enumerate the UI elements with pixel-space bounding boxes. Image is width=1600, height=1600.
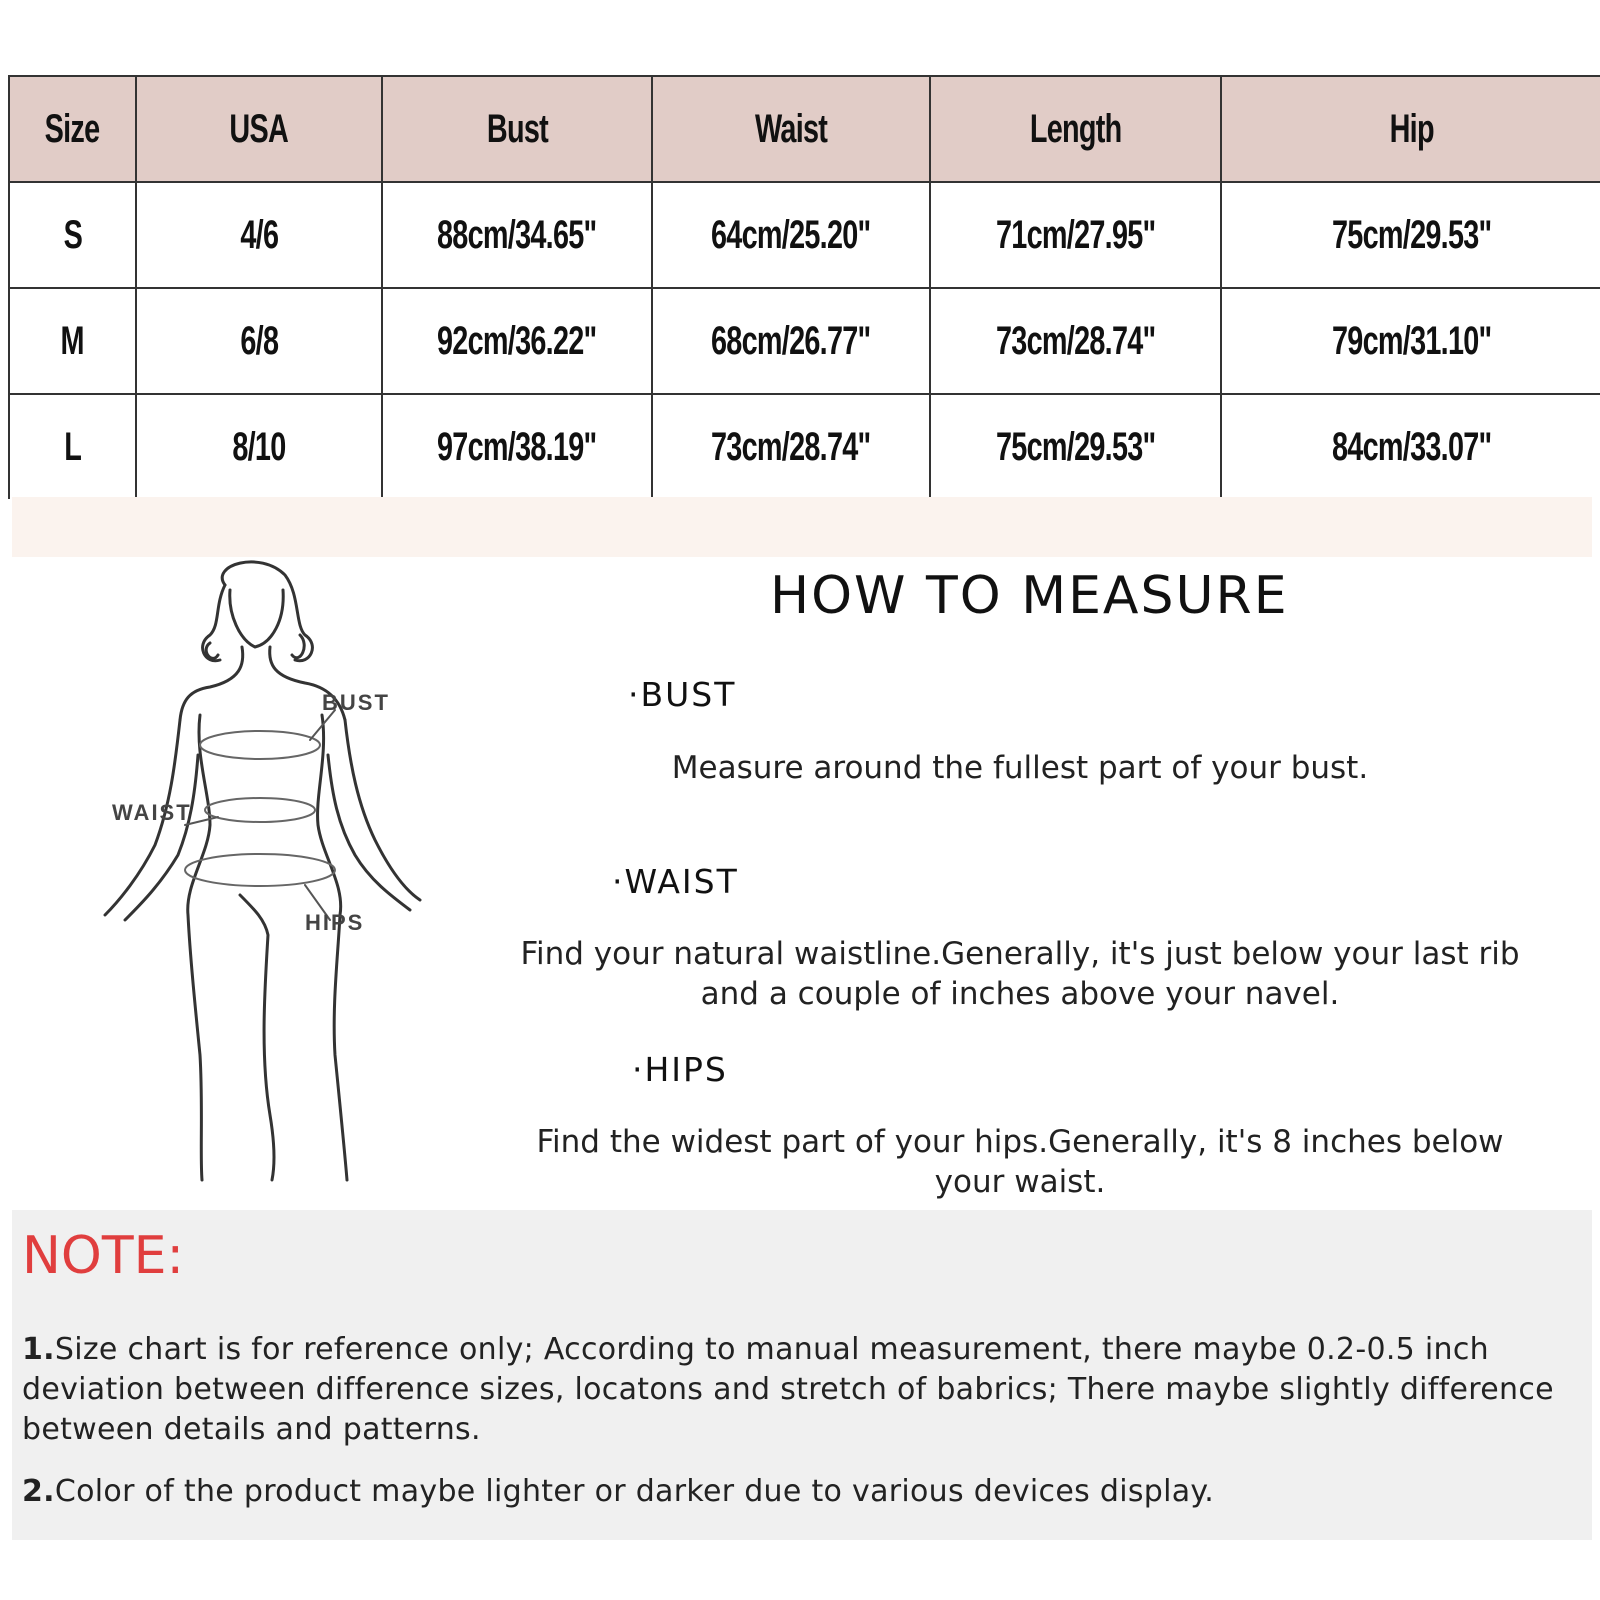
divider-strip bbox=[12, 497, 1592, 557]
bust-heading: ·BUST bbox=[628, 675, 737, 714]
body-measurement-figure bbox=[100, 555, 440, 1205]
header-bust: Bust bbox=[382, 76, 652, 182]
table-cell: 75cm/29.53" bbox=[1221, 182, 1600, 288]
table-cell: 6/8 bbox=[136, 288, 382, 394]
table-cell: 73cm/28.74" bbox=[930, 288, 1221, 394]
figure-waist-label: WAIST bbox=[112, 800, 192, 825]
header-length: Length bbox=[930, 76, 1221, 182]
hips-description-line-1: Find the widest part of your hips.Generally, it's 8 inches below bbox=[536, 1124, 1504, 1160]
table-cell: 8/10 bbox=[136, 394, 382, 499]
table-cell: M bbox=[9, 288, 136, 394]
header-size: Size bbox=[9, 76, 136, 182]
note-item-2-number: 2. bbox=[22, 1474, 55, 1509]
figure-hips-label: HIPS bbox=[305, 910, 365, 935]
size-chart-table bbox=[8, 75, 1600, 499]
table-row bbox=[9, 288, 1600, 394]
table-cell: 97cm/38.19" bbox=[382, 394, 652, 499]
note-item-1 bbox=[22, 1330, 1582, 1450]
table-cell: 88cm/34.65" bbox=[382, 182, 652, 288]
note-title: NOTE: bbox=[22, 1226, 184, 1286]
table-cell: 73cm/28.74" bbox=[652, 394, 930, 499]
table-cell: 75cm/29.53" bbox=[930, 394, 1221, 499]
header-usa: USA bbox=[136, 76, 382, 182]
note-item-2 bbox=[22, 1472, 1582, 1512]
bust-description: Measure around the fullest part of your bust. bbox=[671, 750, 1369, 786]
table-header-row bbox=[9, 76, 1600, 182]
table-cell: 84cm/33.07" bbox=[1221, 394, 1600, 499]
table-cell: L bbox=[9, 394, 136, 499]
waist-heading: ·WAIST bbox=[612, 862, 739, 901]
table-row bbox=[9, 182, 1600, 288]
table-cell: 4/6 bbox=[136, 182, 382, 288]
table-cell: S bbox=[9, 182, 136, 288]
hips-description-line-2: your waist. bbox=[934, 1164, 1106, 1200]
table-cell: 64cm/25.20" bbox=[652, 182, 930, 288]
waist-description-line-2: and a couple of inches above your navel. bbox=[700, 976, 1340, 1012]
body-outline-illustration bbox=[100, 555, 440, 1205]
how-to-measure-title: HOW TO MEASURE bbox=[770, 566, 1289, 626]
note-item-2-text: Color of the product maybe lighter or darker due to various devices display. bbox=[54, 1474, 1215, 1509]
note-item-1-text: Size chart is for reference only; According to manual measurement, there maybe 0.2-0.5 inch deviation between difference sizes, locatons and stretch of babrics; There maybe slightly difference between details and patterns. bbox=[22, 1332, 1554, 1447]
table-cell: 71cm/27.95" bbox=[930, 182, 1221, 288]
table-cell: 68cm/26.77" bbox=[652, 288, 930, 394]
waist-description-line-1: Find your natural waistline.Generally, it's just below your last rib bbox=[520, 936, 1520, 972]
table-cell: 92cm/36.22" bbox=[382, 288, 652, 394]
note-item-1-number: 1. bbox=[22, 1332, 55, 1367]
table-row bbox=[9, 394, 1600, 499]
hips-heading: ·HIPS bbox=[632, 1050, 728, 1089]
table-cell: 79cm/31.10" bbox=[1221, 288, 1600, 394]
figure-bust-label: BUST bbox=[322, 690, 390, 715]
header-hip: Hip bbox=[1221, 76, 1600, 182]
note-panel bbox=[12, 1210, 1592, 1540]
header-waist: Waist bbox=[652, 76, 930, 182]
